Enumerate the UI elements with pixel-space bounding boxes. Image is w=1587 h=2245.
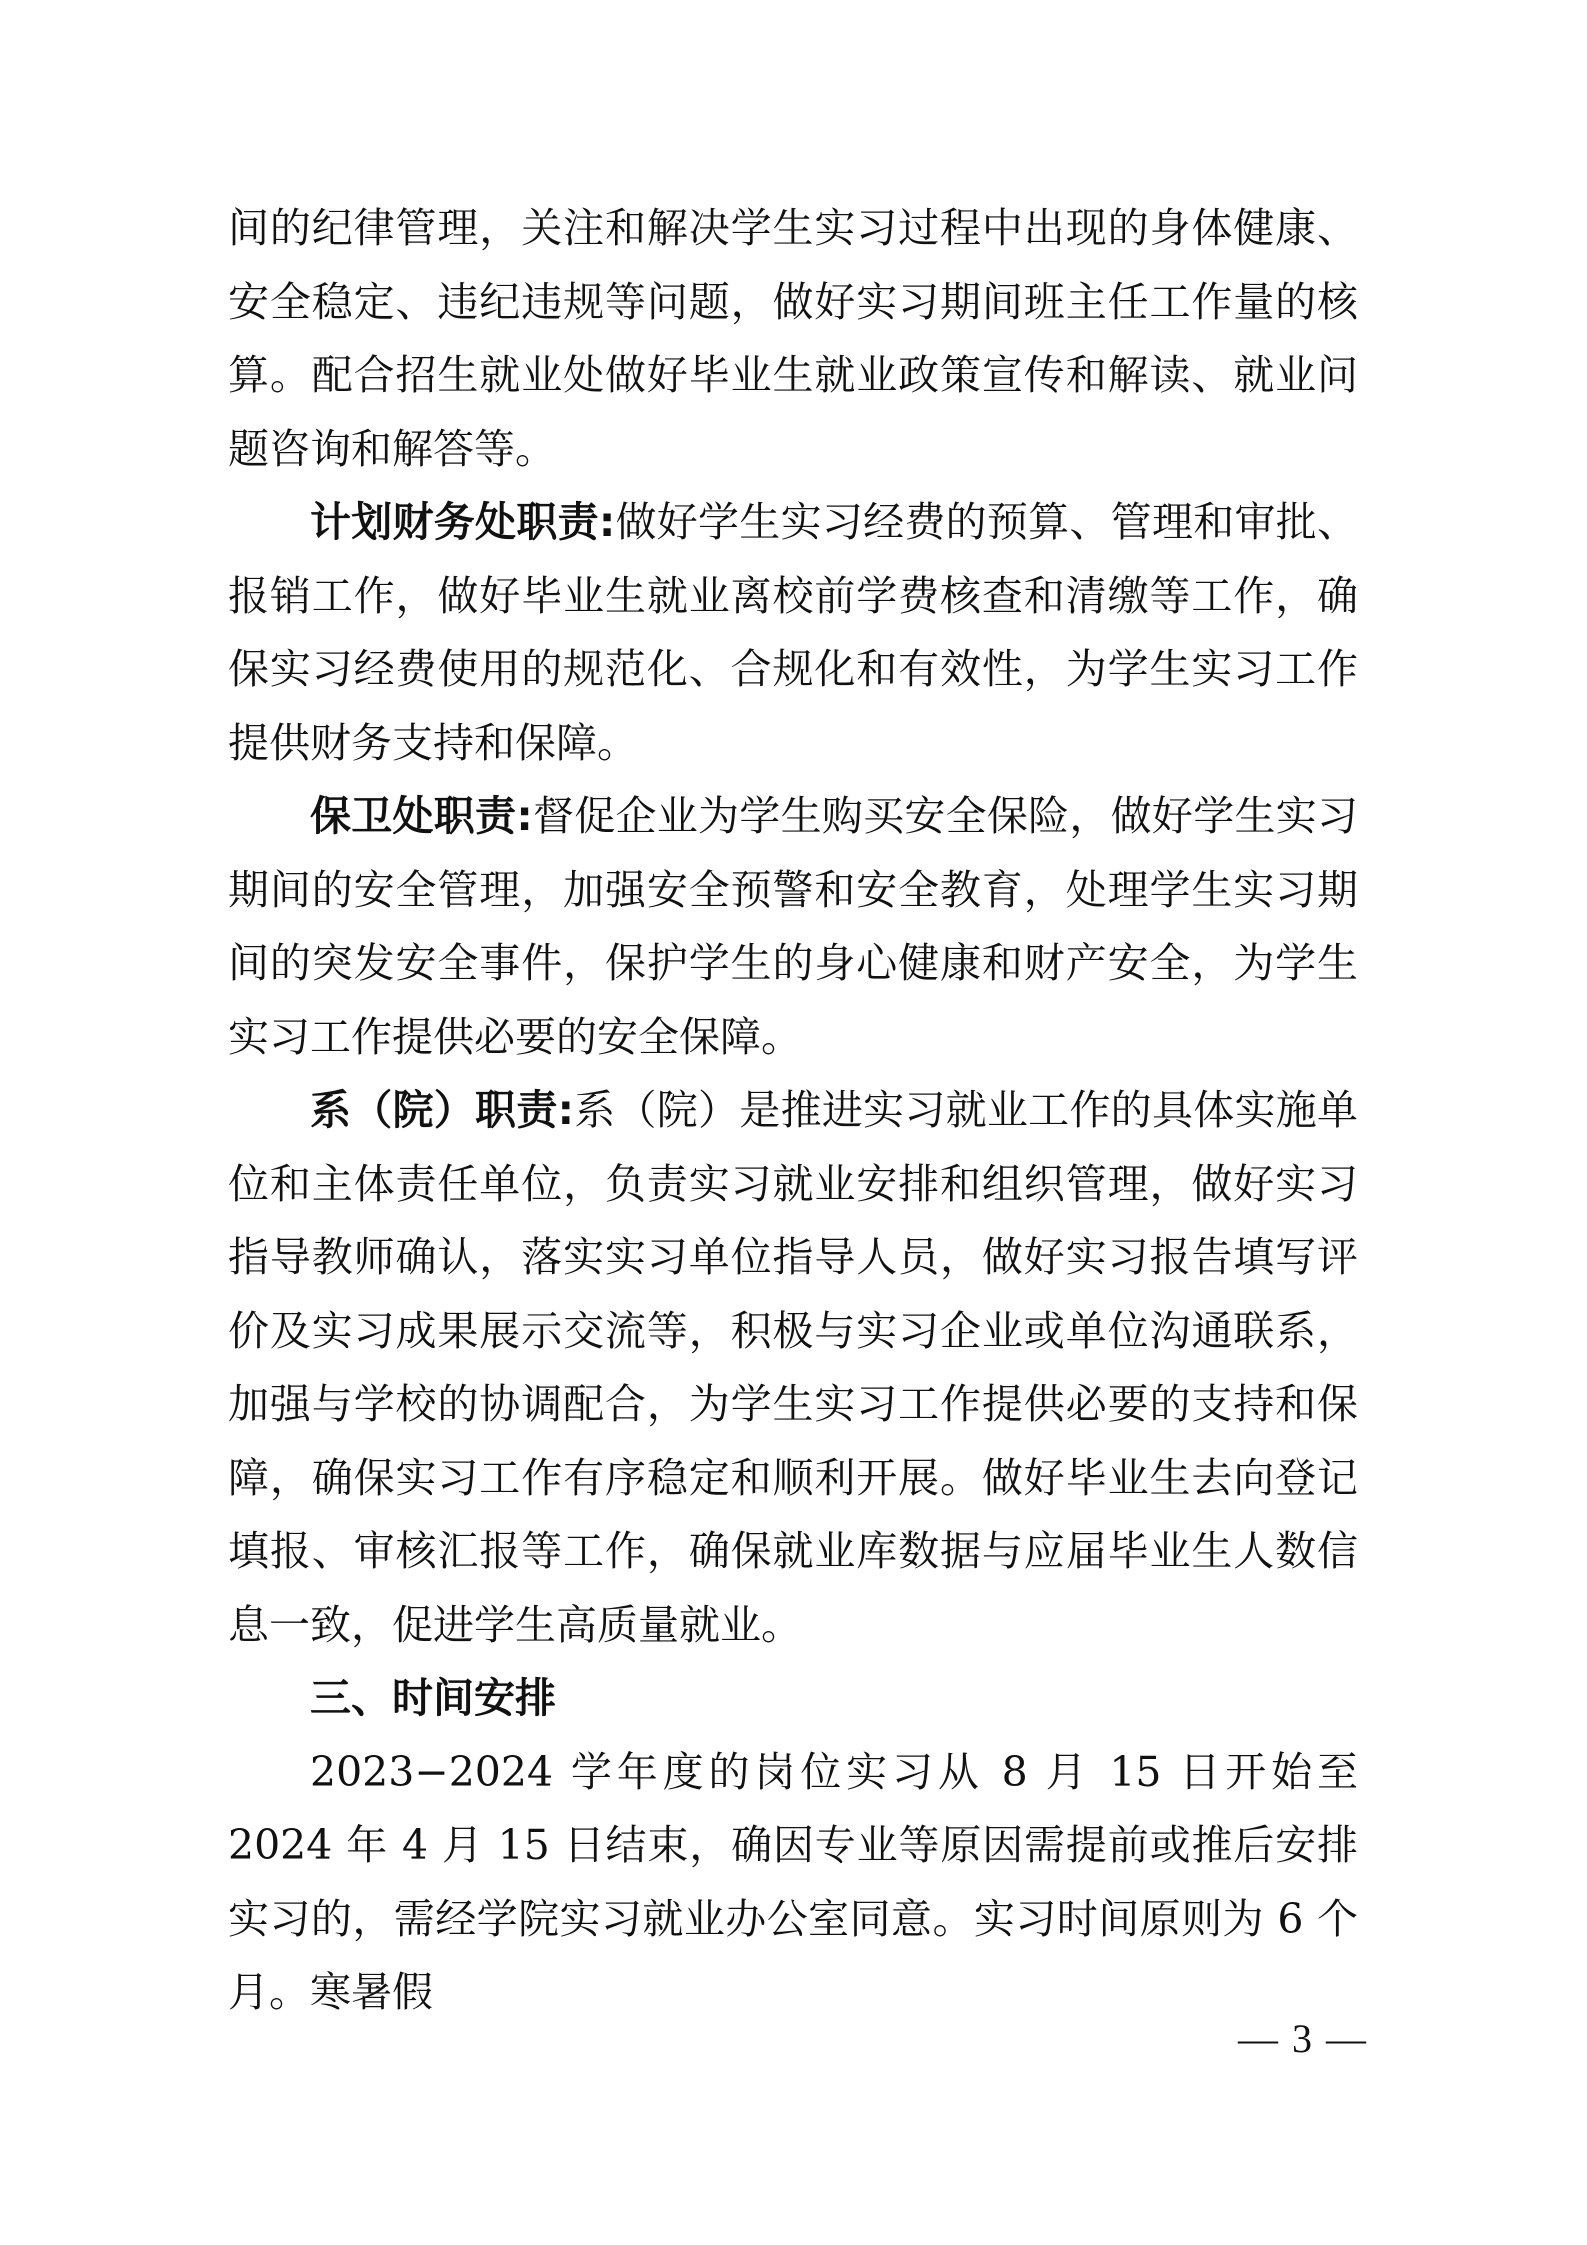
paragraph-security-office (228, 780, 1358, 1074)
paragraph-lead: 系（院）职责: (310, 1086, 574, 1134)
paragraph-schedule (228, 1736, 1358, 2030)
paragraph-discipline-management (228, 192, 1358, 486)
paragraph-text: 做好学生实习经费的预算、管理和审批、报销工作，做好毕业生就业离校前学费核查和清缴等工作，确保实习经费使用的规范化、合规化和有效性，为学生实习工作提供财务支持和保障。 (228, 498, 1358, 767)
paragraph-text: 督促企业为学生购买安全保险，做好学生实习期间的安全管理，加强安全预警和安全教育，处理学生实习期间的突发安全事件，保护学生的身心健康和财产安全，为学生实习工作提供必要的安全保障。 (228, 792, 1358, 1061)
paragraph-text: 2023−2024 学年度的岗位实习从 8 月 15 日开始至 2024 年 4 月 15 日结束，确因专业等原因需提前或推后安排实习的，需经学院实习就业办公室同意。实习时间原则为 6 个月。寒暑假 (228, 1747, 1358, 2016)
paragraph-department (228, 1074, 1358, 1662)
paragraph-lead: 保卫处职责: (310, 792, 533, 840)
paragraph-text: 系（院）是推进实习就业工作的具体实施单位和主体责任单位，负责实习就业安排和组织管理，做好实习指导教师确认，落实实习单位指导人员，做好实习报告填写评价及实习成果展示交流等，积极与实习企业或单位沟通联系，加强与学校的协调配合，为学生实习工作提供必要的支持和保障，确保实习工作有序稳定和顺利开展。做好毕业生去向登记填报、审核汇报等工作，确保就业库数据与应届毕业生人数信息一致，促进学生高质量就业。 (228, 1086, 1358, 1649)
paragraph-lead: 计划财务处职责: (310, 498, 616, 546)
paragraph-text: 间的纪律管理，关注和解决学生实习过程中出现的身体健康、安全稳定、违纪违规等问题，做好实习期间班主任工作量的核算。配合招生就业处做好毕业生就业政策宣传和解读、就业问题咨询和解答等。 (228, 204, 1358, 473)
paragraph-finance-office (228, 486, 1358, 780)
page-number: — 3 — (1238, 2016, 1368, 2061)
section-heading: 三、时间安排 (310, 1674, 556, 1722)
body-text (228, 192, 1358, 2030)
